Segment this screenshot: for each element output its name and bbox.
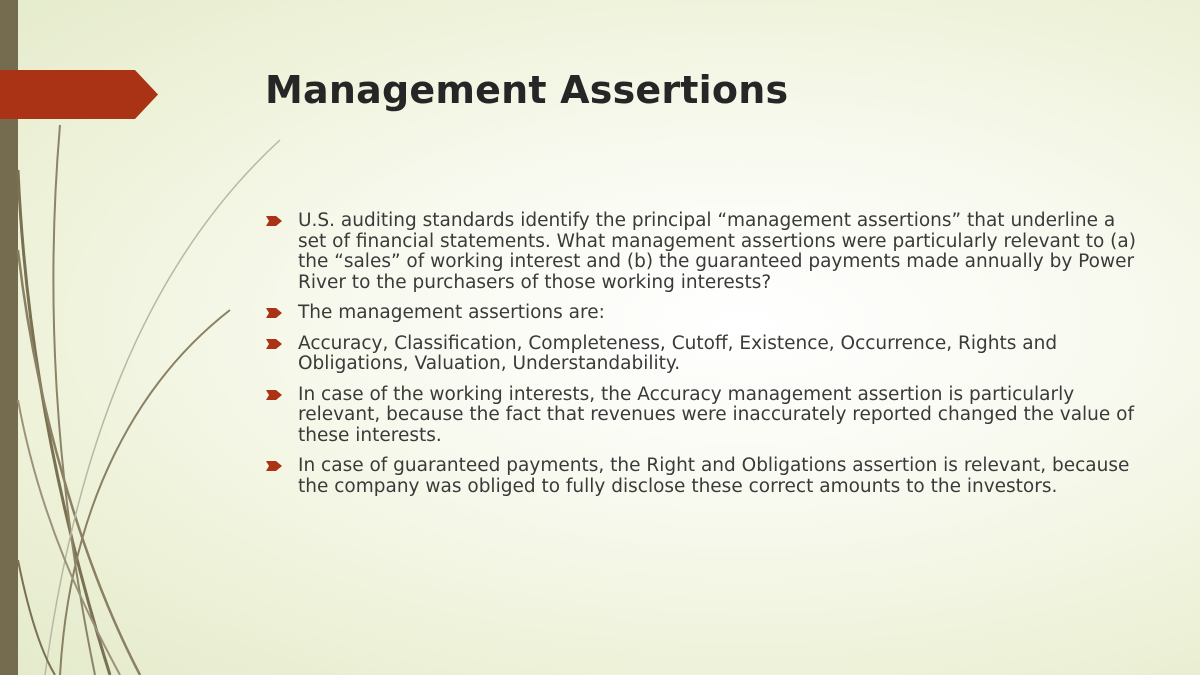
arrow-bullet-icon	[266, 307, 282, 319]
arrow-bullet-icon	[266, 215, 282, 227]
bullet-text: Accuracy, Classification, Completeness, Cutoff, Existence, Occurrence, Rights and Obligations, Valuation, Understandability.	[298, 332, 1058, 374]
bullet-text: The management assertions are:	[298, 302, 605, 323]
bullet-item	[266, 211, 1146, 293]
title-accent-arrow	[0, 70, 158, 119]
bullet-item	[266, 456, 1146, 497]
bullet-list	[266, 211, 1146, 507]
arrow-bullet-icon	[266, 338, 282, 350]
arrow-bullet-icon	[266, 389, 282, 401]
bullet-text: In case of the working interests, the Accuracy management assertion is particularly relevant, because the fact that revenues were inaccurately reported changed the value of these interests.	[298, 383, 1134, 446]
bullet-text: In case of guaranteed payments, the Right and Obligations assertion is relevant, because the company was obliged to fully disclose these correct amounts to the investors.	[298, 455, 1130, 497]
slide-title: Management Assertions	[265, 68, 789, 112]
bullet-item	[266, 334, 1146, 375]
bullet-text: U.S. auditing standards identify the principal “management assertions” that underline a set of financial statements. What management assertions were particularly relevant to (a) the “sales” of working interest and (b) the guaranteed payments made annually by Power River to the purchasers of those working interests?	[298, 210, 1136, 293]
arrow-bullet-icon	[266, 460, 282, 472]
bullet-item	[266, 303, 1146, 324]
bullet-item	[266, 385, 1146, 447]
